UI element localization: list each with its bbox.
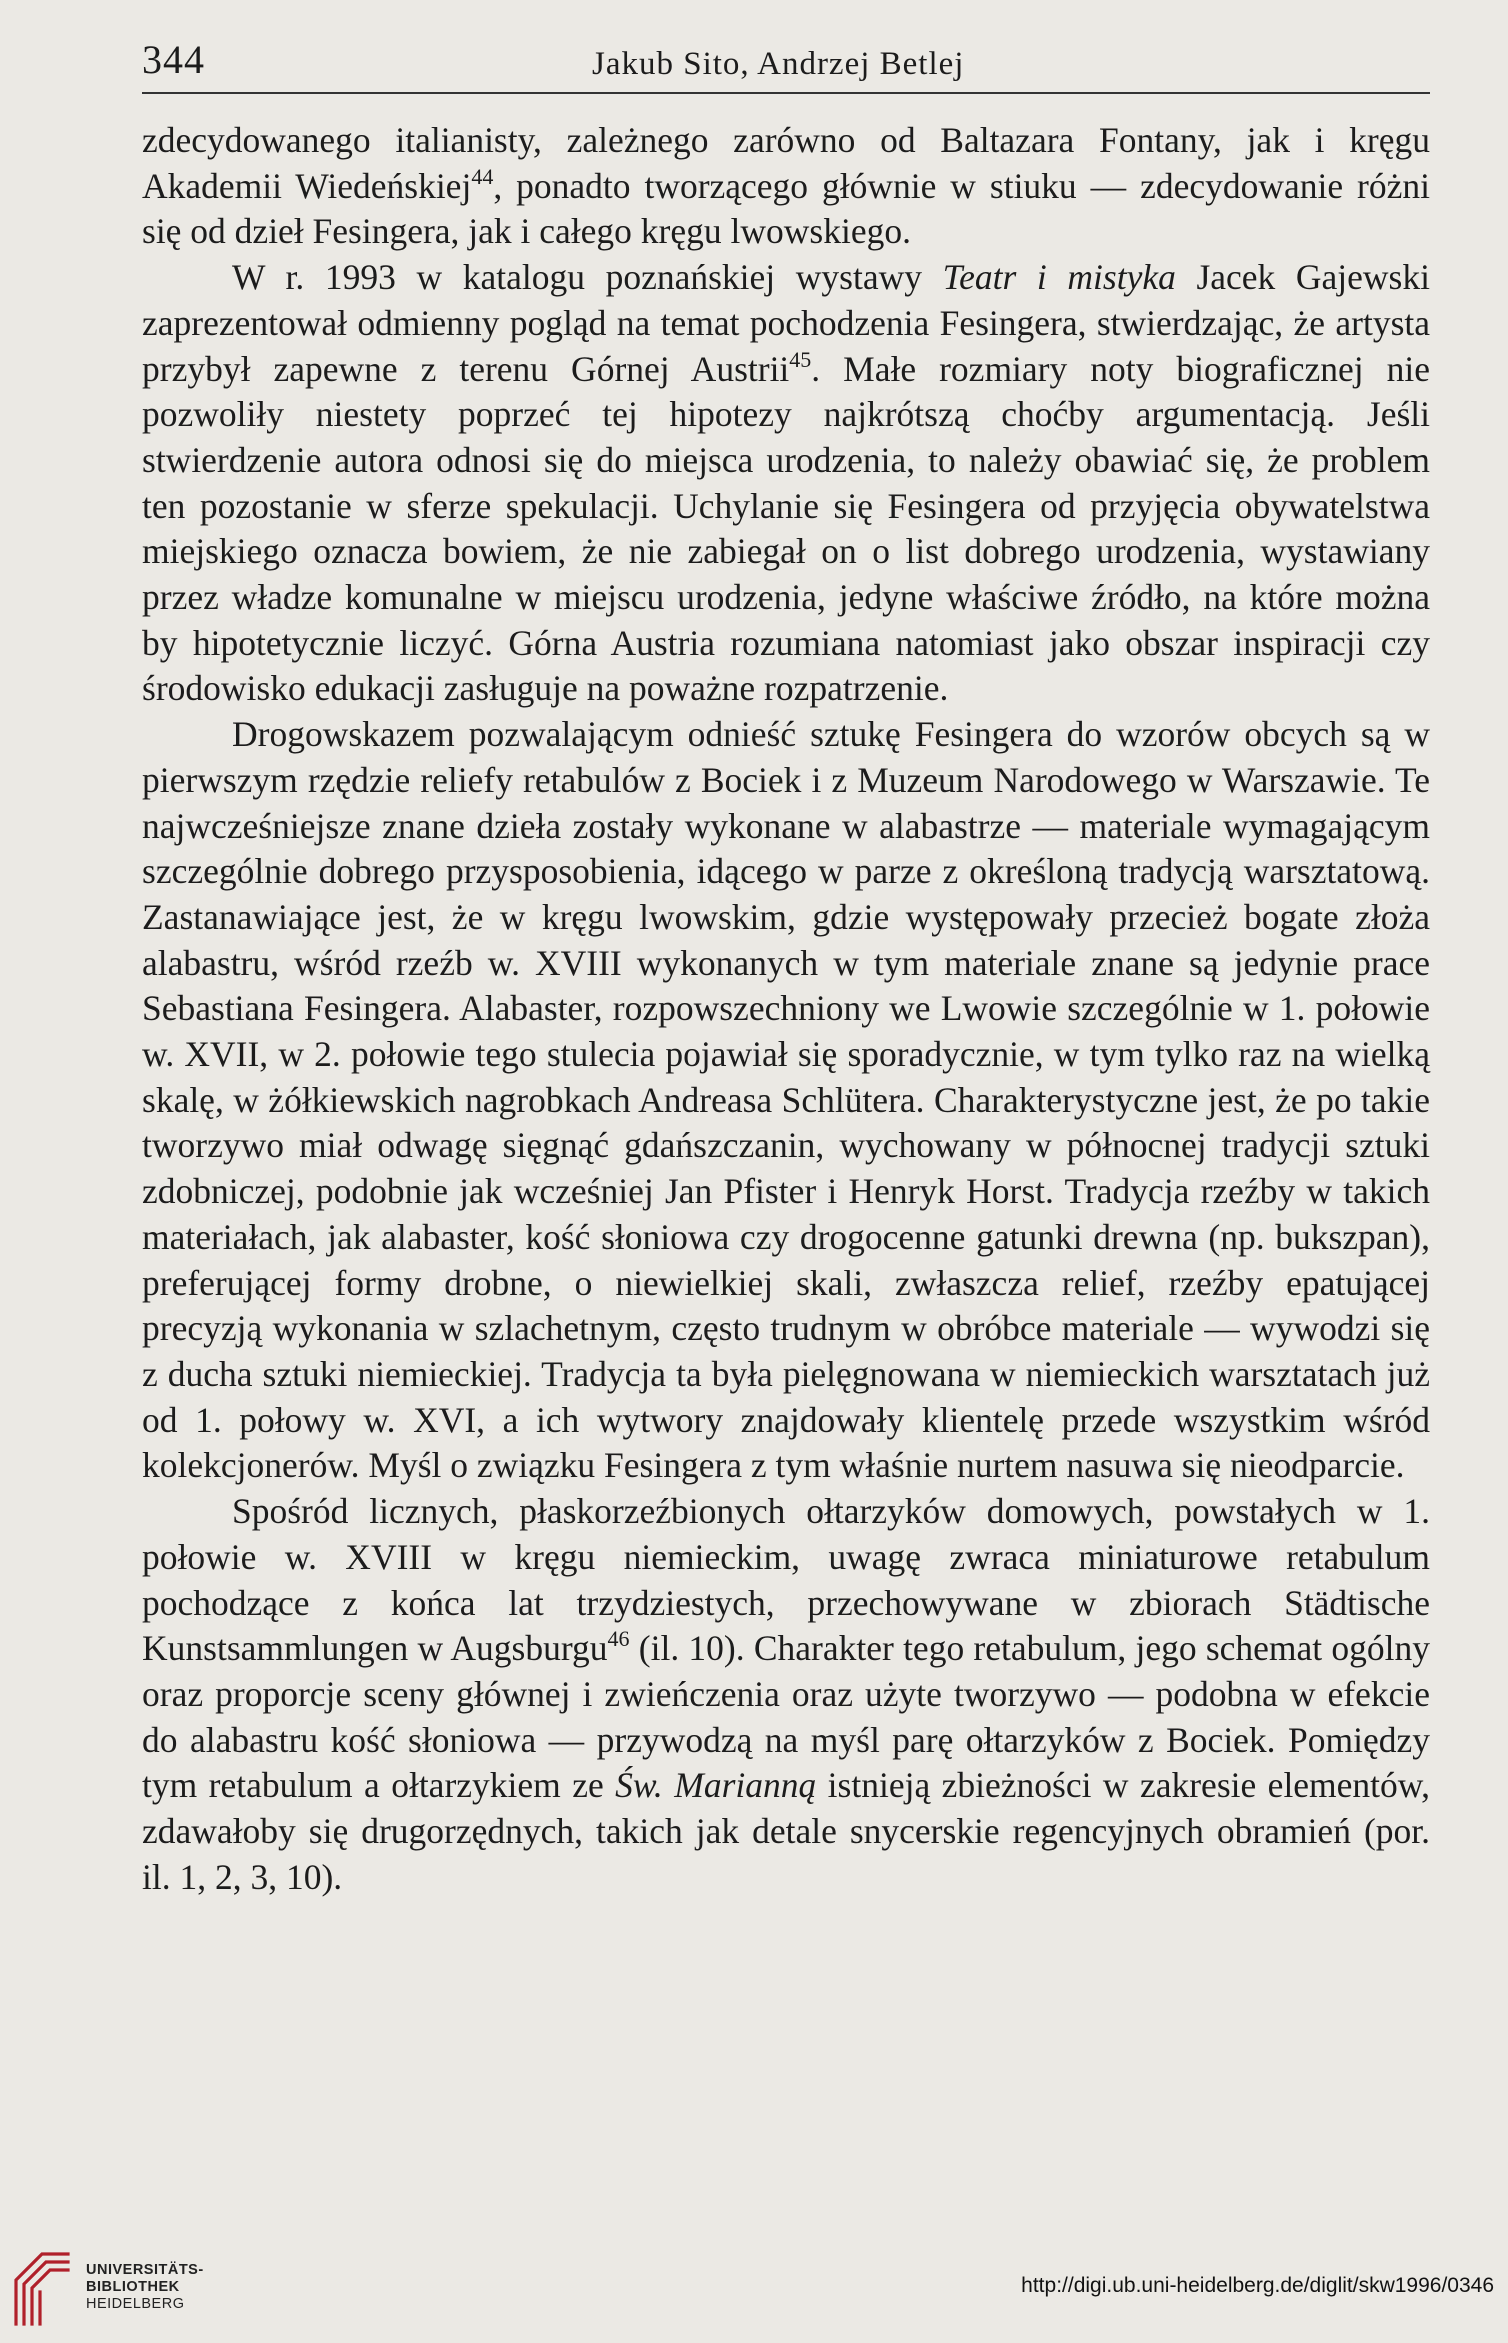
text-run: Spośród licznych, płaskorzeźbionych ołtarzyków domowych, powstałych w 1. połowie w. XVIII w kręgu niemieckim, uwagę zwraca miniaturowe retabulum pochodzące z końca lat trzydziestych, przechowywane w zbiorach Städtische Kunstsammlungen w Augsburgu xyxy=(142,1491,1430,1669)
ub-heidelberg-logo-icon xyxy=(12,2250,72,2328)
running-head xyxy=(142,30,1430,94)
italic-title: Teatr i mistyka xyxy=(942,257,1176,298)
text-run: istnieją zbieżności w zakresie elementów, zdawałoby się drugorzędnych, takich jak detale snycerskie regencyjnych obramień (por. il. 1, 2, 3, 10). xyxy=(142,1765,1431,1897)
text-run: , ponadto tworzącego głównie w stiuku — zdecydowanie różni się od dzieł Fesingera, jak i całego kręgu lwowskiego. xyxy=(142,165,1430,252)
library-name xyxy=(86,2262,204,2313)
library-name-line-2: BIBLIOTHEK xyxy=(86,2279,180,2295)
text-run: . Małe rozmiary noty biograficznej nie pozwoliły niestety poprzeć tej hipotezy najkrótszą choćby argumentacją. Jeśli stwierdzenie autora odnosi się do miejsca urodzenia, to należy obawiać się, że problem ten pozostanie w sferze spekulacji. Uchylanie się Fesingera od przyjęcia obywatelstwa miejskiego oznacza bowiem, że nie zabiegał on o list dobrego urodzenia, wystawiany przez władze komunalne w miejscu urodzenia, jedyne właściwe źródło, na które można by hipotetycznie liczyć. Górna Austria rozumiana natomiast jako obszar inspiracji czy środowisko edukacji zasługuje na poważne rozpatrzenie. xyxy=(142,348,1430,709)
footnote-ref: 44 xyxy=(471,163,494,189)
text-run: zdecydowanego italianisty, zależnego zarówno od Baltazara Fontany, jak i kręgu Akademii Wiedeńskiej xyxy=(142,120,1430,206)
running-head-authors: Jakub Sito, Andrzej Betlej xyxy=(592,46,965,82)
text-run: Jacek Gajewski zaprezentował odmienny pogląd na temat pochodzenia Fesingera, stwierdzając, że artysta przybył zapewne z terenu Górnej Austrii xyxy=(142,257,1430,389)
italic-title: Św. Marianną xyxy=(615,1765,817,1806)
text-run: (il. 10). Charakter tego retabulum, jego schemat ogólny oraz proporcje sceny głównej i zwieńczenia oraz użyte tworzywo — podobna w efekcie do alabastru kość słoniowa — przywodzą na myśl parę ołtarzyków z Bociek. Pomiędzy tym retabulum a ołtarzykiem ze xyxy=(142,1628,1430,1806)
paragraph-p3 xyxy=(142,712,1430,1489)
text-run: W r. 1993 w katalogu poznańskiej wystawy xyxy=(232,257,943,298)
footnote-ref: 45 xyxy=(789,346,812,372)
paragraph-p1 xyxy=(142,118,1430,255)
body-text xyxy=(142,118,1430,1900)
paragraph-p4 xyxy=(142,1489,1430,1900)
library-name-line-3: HEIDELBERG xyxy=(86,2296,185,2312)
page-number: 344 xyxy=(142,37,205,82)
paragraph-p2 xyxy=(142,255,1430,712)
source-url-link[interactable]: http://digi.ub.uni-heidelberg.de/diglit/skw1996/0346 xyxy=(1021,2274,1494,2297)
digitization-footer xyxy=(0,2232,1508,2343)
library-name-line-1: UNIVERSITÄTS- xyxy=(86,2262,204,2278)
text-run: Drogowskazem pozwalającym odnieść sztukę Fesingera do wzorów obcych są w pierwszym rzędzie reliefy retabulów z Bociek i z Muzeum Narodowego w Warszawie. Te najwcześniejsze znane dzieła zostały wykonane w alabastrze — materiale wymagającym szczególnie dobrego przysposobienia, idącego w parze z określoną tradycją warsztatową. Zastanawiające jest, że w kręgu lwowskim, gdzie występowały przecież bogate złoża alabastru, wśród rzeźb w. XVIII wykonanych w tym materiale znane są jedynie prace Sebastiana Fesingera. Alabaster, rozpowszechniony we Lwowie szczególnie w 1. połowie w. XVII, w 2. połowie tego stulecia pojawiał się sporadycznie, w tym tylko raz na wielką skalę, w żółkiewskich nagrobkach Andreasa Schlütera. Charakterystyczne jest, że po takie tworzywo miał odwagę sięgnąć gdańszczanin, wychowany w północnej tradycji sztuki zdobniczej, podobnie jak wcześniej Jan Pfister i Henryk Horst. Tradycja rzeźby w takich materiałach, jak alabaster, kość słoniowa czy drogocenne gatunki drewna (np. bukszpan), preferującej formy drobne, o niewielkiej skali, zwłaszcza relief, rzeźby epatującej precyzją wykonania w szlachetnym, często trudnym w obróbce materiale — wywodzi się z ducha sztuki niemieckiej. Tradycja ta była pielęgnowana w niemieckich warsztatach już od 1. połowy w. XVI, a ich wytwory znajdowały klientelę przede wszystkim wśród kolekcjonerów. Myśl o związku Fesingera z tym właśnie nurtem nasuwa się nieodparcie. xyxy=(142,714,1430,1486)
footnote-ref: 46 xyxy=(607,1626,630,1652)
